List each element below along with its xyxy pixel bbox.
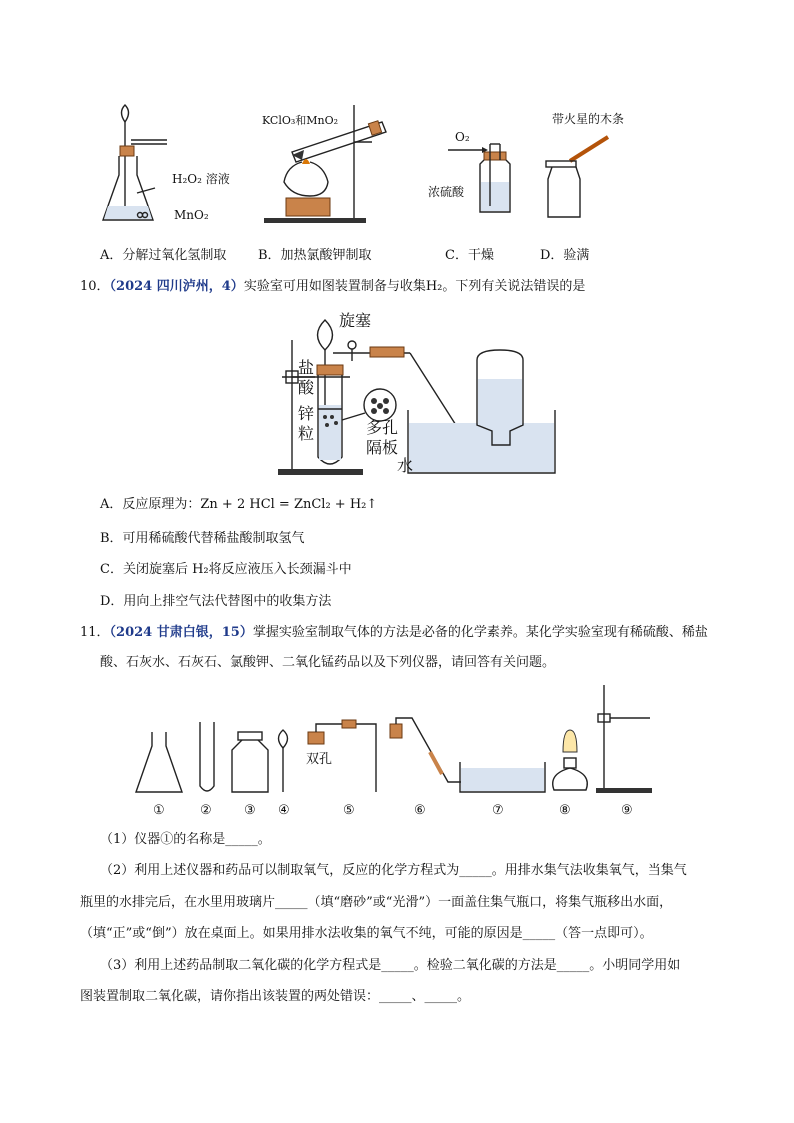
valve-label: 旋塞	[339, 311, 372, 330]
q10-option-d: D．用向上排空气法代替图中的收集方法	[100, 594, 332, 609]
q9-option-b: B．加热氯酸钾制取	[258, 248, 372, 263]
water-label: 水	[397, 456, 414, 475]
o2-label: O₂	[455, 130, 470, 144]
h2so4-label: 浓硫酸	[428, 185, 465, 199]
acid-label-2: 酸	[298, 378, 315, 397]
q10-option-b: B．可用稀硫酸代替稀盐酸制取氢气	[100, 531, 305, 546]
q9-option-a: A．分解过氧化氢制取	[100, 248, 227, 263]
figure-a-h2o2-apparatus	[95, 100, 245, 235]
q10-number: 10．	[80, 279, 110, 294]
instrument-number: ①	[153, 803, 165, 818]
figure-c-drying-bottle	[440, 130, 520, 220]
plate-label-2: 隔板	[366, 438, 399, 457]
mno2-label: MnO₂	[174, 208, 209, 222]
splint-label: 带火星的木条	[552, 112, 625, 126]
q10-stem	[80, 277, 585, 297]
instrument-number: ⑥	[414, 803, 426, 818]
q9-option-c: C．干燥	[445, 248, 494, 263]
q11-source: （2024 甘肃白银，15）	[109, 625, 253, 640]
plate-label-1: 多孔	[366, 418, 399, 437]
q11-sub2-line2: 瓶里的水排完后，在水里用玻璃片_____（填“磨砂”或“光滑”）一面盖住集气瓶口，将集气瓶移出水面，	[80, 895, 673, 910]
instrument-number: ③	[244, 803, 256, 818]
instrument-number: ⑤	[343, 803, 355, 818]
acid-label-1: 盐	[298, 358, 315, 377]
q10-source: （2024 四川泸州，4）	[109, 279, 244, 294]
h2o2-label: H₂O₂ 溶液	[172, 172, 230, 186]
instrument-number: ④	[278, 803, 290, 818]
q10-option-c: C．关闭旋塞后 H₂将反应液压入长颈漏斗中	[100, 562, 352, 577]
zinc-label-1: 锌	[298, 404, 315, 423]
zinc-label-2: 粒	[298, 424, 315, 443]
instrument-number: ⑦	[492, 803, 504, 818]
q11-sub3-line2: 图装置制取二氧化碳，请你指出该装置的两处错误：_____、_____。	[80, 989, 471, 1004]
instrument-number: ②	[200, 803, 212, 818]
q11-sub2-line1: （2）利用上述仪器和药品可以制取氧气，反应的化学方程式为_____。用排水集气法收集氧气，当集气	[100, 863, 687, 878]
q11-sub2-line3: （填“正”或“倒”）放在桌面上。如果用排水法收集的氧气不纯，可能的原因是_____（答一点即可）。	[80, 926, 653, 941]
q11-stem-line2: 酸、石灰水、石灰石、氯酸钾、二氧化锰药品以及下列仪器，请回答有关问题。	[100, 655, 556, 670]
q11-number: 11．	[80, 625, 110, 640]
q9-option-d: D．验满	[540, 248, 590, 263]
q11-stem-line1	[80, 623, 708, 643]
q10-option-a: A．反应原理为：Zn + 2 HCl = ZnCl₂ + H₂↑	[100, 497, 378, 512]
acid-label	[298, 358, 314, 398]
double-hole-label: 双孔	[306, 752, 333, 767]
kclo3-label: KClO₃和MnO₂	[262, 114, 339, 127]
q11-instruments	[130, 680, 670, 800]
q11-sub3-line1: （3）利用上述药品制取二氧化碳的化学方程式是_____。检验二氧化碳的方法是_____。小明同学用如	[100, 958, 681, 973]
q11-sub1: （1）仪器①的名称是_____。	[100, 832, 271, 847]
porous-plate-label	[366, 418, 398, 458]
q11-stem-text-1: 掌握实验室制取气体的方法是必备的化学素养。某化学实验室现有稀硫酸、稀盐	[252, 625, 708, 640]
q10-stem-text: 实验室可用如图装置制备与收集H₂。下列有关说法错误的是	[243, 279, 586, 294]
instrument-number: ⑧	[559, 803, 571, 818]
figure-d-oxygen-test	[540, 115, 620, 225]
instrument-number: ⑨	[621, 803, 633, 818]
zinc-label	[298, 404, 314, 444]
